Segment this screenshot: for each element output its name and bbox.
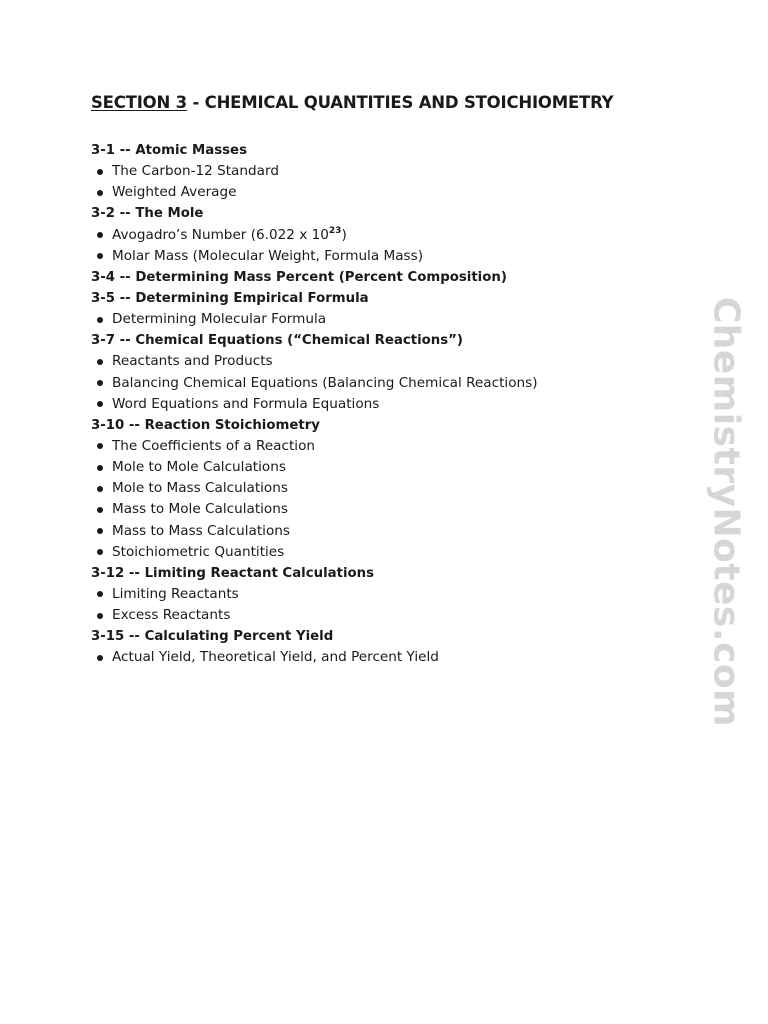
bullet-icon [97, 232, 103, 238]
toc-text: The Carbon-12 Standard [112, 163, 279, 180]
toc-text: 3-12 -- Limiting Reactant Calculations [91, 565, 375, 581]
toc-text: 3-2 -- The Mole [91, 206, 204, 222]
toc-heading [91, 267, 651, 288]
toc-bullet-item [91, 478, 651, 499]
toc-text: Mole to Mass Calculations [112, 480, 288, 497]
toc-text: Determining Molecular Formula [112, 311, 327, 328]
toc-bullet-item [91, 309, 651, 330]
toc-text: 3-4 -- Determining Mass Percent (Percent Composition) [91, 269, 507, 285]
toc-bullet-item [91, 225, 651, 246]
toc-bullet-item [91, 542, 651, 563]
bullet-icon [97, 317, 103, 323]
toc-text: Reactants and Products [112, 353, 273, 370]
toc-text: Excess Reactants [112, 607, 231, 624]
toc-heading [91, 626, 651, 647]
toc-text-suffix: ) [341, 226, 347, 243]
toc-heading [91, 140, 651, 161]
bullet-icon [97, 591, 103, 597]
toc-heading [91, 203, 651, 224]
toc-bullet-item [91, 457, 651, 478]
section-title: - CHEMICAL QUANTITIES AND STOICHIOMETRY [186, 93, 614, 112]
toc-heading [91, 563, 651, 584]
section-number: SECTION 3 [91, 93, 187, 112]
bullet-icon [97, 528, 103, 534]
toc-heading [91, 415, 651, 436]
toc-text: Avogadro’s Number (6.022 x 10 [112, 226, 329, 243]
bullet-icon [97, 613, 103, 619]
toc-bullet-item [91, 584, 651, 605]
bullet-icon [97, 549, 103, 555]
toc-text: The Coefficients of a Reaction [112, 437, 315, 454]
table-of-contents [91, 140, 651, 669]
toc-text: Word Equations and Formula Equations [112, 395, 380, 412]
bullet-icon [97, 380, 103, 386]
bullet-icon [97, 253, 103, 259]
bullet-icon [97, 359, 103, 365]
bullet-icon [97, 486, 103, 492]
toc-bullet-item [91, 394, 651, 415]
toc-bullet-item [91, 351, 651, 372]
page-title [91, 93, 613, 112]
toc-bullet-item [91, 246, 651, 267]
toc-text: 3-7 -- Chemical Equations (“Chemical Reactions”) [91, 333, 463, 349]
toc-text: 3-15 -- Calculating Percent Yield [91, 629, 334, 645]
bullet-icon [97, 507, 103, 513]
bullet-icon [97, 443, 103, 449]
bullet-icon [97, 169, 103, 175]
watermark-logo: ChemistryNotes.com [705, 296, 747, 728]
toc-text: 3-5 -- Determining Empirical Formula [91, 290, 369, 306]
toc-bullet-item [91, 647, 651, 668]
bullet-icon [97, 655, 103, 661]
toc-text: Mole to Mole Calculations [112, 459, 286, 476]
toc-heading [91, 330, 651, 351]
toc-text: Weighted Average [112, 184, 237, 201]
bullet-icon [97, 190, 103, 196]
toc-text: Balancing Chemical Equations (Balancing Chemical Reactions) [112, 374, 538, 391]
toc-text: Mass to Mole Calculations [112, 501, 288, 518]
toc-text: 3-1 -- Atomic Masses [91, 143, 247, 158]
toc-bullet-item [91, 499, 651, 520]
toc-text: Limiting Reactants [112, 585, 239, 602]
toc-text: Actual Yield, Theoretical Yield, and Percent Yield [112, 649, 439, 666]
superscript-exponent: 23 [328, 225, 342, 236]
toc-bullet-item [91, 605, 651, 626]
toc-text: 3-10 -- Reaction Stoichiometry [91, 417, 320, 433]
toc-bullet-item [91, 521, 651, 542]
toc-text: Mass to Mass Calculations [112, 522, 290, 539]
toc-heading [91, 288, 651, 309]
toc-bullet-item [91, 161, 651, 182]
toc-bullet-item [91, 182, 651, 203]
toc-bullet-item [91, 436, 651, 457]
bullet-icon [97, 401, 103, 407]
toc-bullet-item [91, 373, 651, 394]
toc-text: Stoichiometric Quantities [112, 543, 285, 560]
toc-text: Molar Mass (Molecular Weight, Formula Mass) [112, 247, 424, 264]
bullet-icon [97, 465, 103, 471]
